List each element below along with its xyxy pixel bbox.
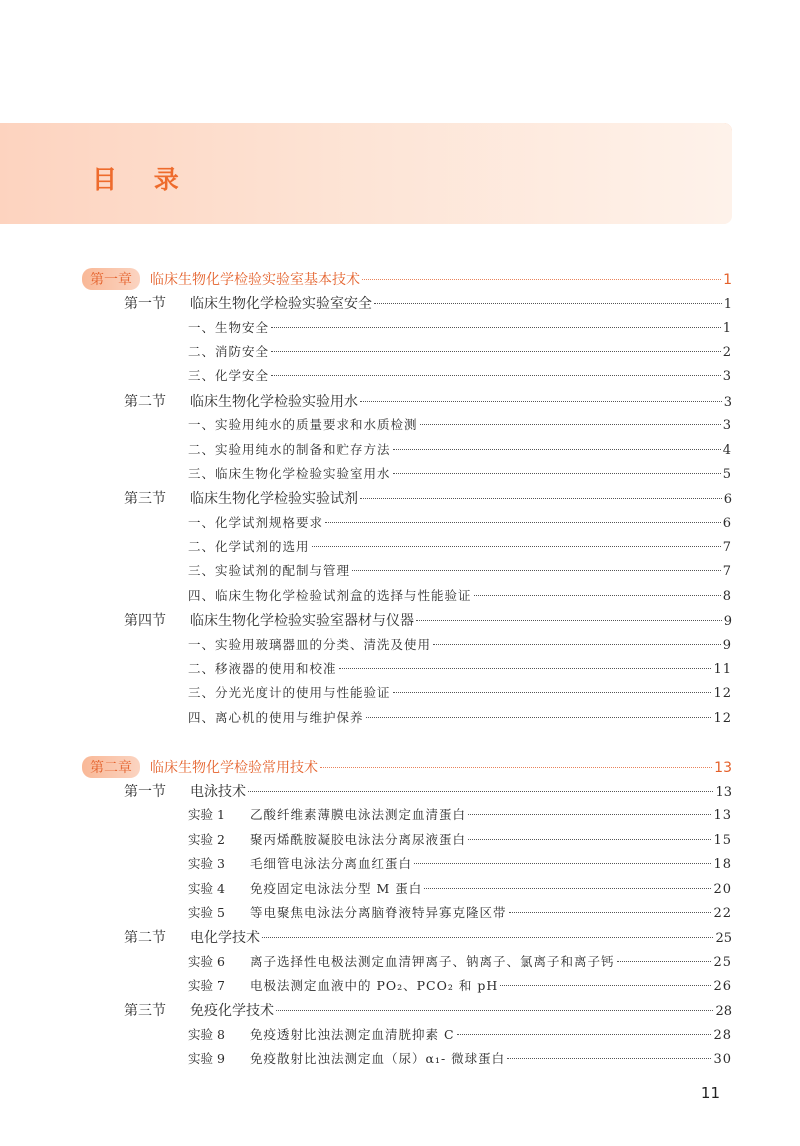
dot-leader [420, 424, 721, 425]
dot-leader [352, 570, 721, 571]
page-ref: 7 [722, 540, 732, 555]
item-title: 毛细管电泳法分离血红蛋白 [250, 856, 413, 871]
toc-entry-item[interactable] [188, 659, 732, 677]
toc-entry-exp[interactable] [188, 830, 732, 848]
dot-leader [312, 546, 721, 547]
item-title: 免疫透射比浊法测定血清胱抑素 C [250, 1027, 455, 1042]
item-title: 一、实验用玻璃器皿的分类、清洗及使用 [188, 637, 432, 652]
toc-entry-item[interactable] [188, 318, 732, 336]
item-title: 电极法测定血液中的 PO₂、PCO₂ 和 pH [250, 978, 499, 993]
dot-leader [414, 863, 711, 864]
dot-leader [509, 912, 712, 913]
section-number: 第二节 [124, 394, 166, 410]
toc-entry-exp[interactable] [188, 903, 732, 921]
dot-leader [500, 985, 711, 986]
section-title: 电泳技术 [190, 784, 246, 800]
item-title: 四、临床生物化学检验试剂盒的选择与性能验证 [188, 588, 472, 603]
experiment-number: 实验 5 [188, 905, 225, 920]
page-ref: 9 [723, 614, 732, 629]
toc-entry-item[interactable] [188, 415, 732, 433]
item-title: 二、化学试剂的选用 [188, 539, 310, 554]
dot-leader [468, 814, 711, 815]
section-title: 电化学技术 [190, 930, 260, 946]
item-title: 三、临床生物化学检验实验室用水 [188, 466, 391, 481]
item-title: 一、化学试剂规格要求 [188, 515, 324, 530]
page-ref: 12 [713, 686, 732, 701]
page-ref: 6 [722, 516, 732, 531]
chapter-badge: 第二章 [82, 756, 140, 778]
page-ref: 2 [722, 345, 732, 360]
item-title: 聚丙烯酰胺凝胶电泳法分离尿液蛋白 [250, 832, 467, 847]
dot-leader [457, 1034, 712, 1035]
section-number: 第一节 [124, 296, 166, 312]
toc-entry-chap[interactable] [82, 756, 732, 778]
item-title: 三、化学安全 [188, 368, 270, 383]
page-ref: 18 [713, 857, 732, 872]
page-ref: 25 [715, 931, 732, 946]
section-number: 第二节 [124, 930, 166, 946]
page-ref: 3 [722, 369, 732, 384]
page-ref: 1 [722, 321, 732, 336]
toc-entry-item[interactable] [188, 635, 732, 653]
experiment-number: 实验 4 [188, 881, 225, 896]
dot-leader [325, 522, 721, 523]
page-ref: 6 [723, 492, 732, 507]
section-number: 第一节 [124, 784, 166, 800]
toc-entry-exp[interactable] [188, 1025, 732, 1043]
item-title: 乙酸纤维素薄膜电泳法测定血清蛋白 [250, 807, 467, 822]
page-number: 11 [700, 1084, 720, 1102]
page-ref: 25 [713, 955, 732, 970]
page-ref: 30 [713, 1052, 732, 1067]
dot-leader [271, 351, 721, 352]
toc-entry-item[interactable] [188, 342, 732, 360]
page-ref: 5 [722, 467, 732, 482]
page-ref: 20 [713, 882, 732, 897]
toc-entry-item[interactable] [188, 683, 732, 701]
item-title: 三、分光光度计的使用与性能验证 [188, 685, 391, 700]
item-title: 免疫散射比浊法测定血（尿）α₁- 微球蛋白 [250, 1051, 506, 1066]
dot-leader [320, 767, 712, 768]
dot-leader [393, 473, 721, 474]
section-number: 第三节 [124, 491, 166, 507]
dot-leader [271, 375, 721, 376]
toc-entry-exp[interactable] [188, 1049, 732, 1067]
item-title: 二、移液器的使用和校准 [188, 661, 337, 676]
chapter-badge: 第一章 [82, 268, 140, 290]
section-title: 临床生物化学检验实验用水 [190, 394, 358, 410]
page-ref: 3 [723, 395, 732, 410]
item-title: 离子选择性电极法测定血清钾离子、钠离子、氯离子和离子钙 [250, 954, 615, 969]
item-title: 二、实验用纯水的制备和贮存方法 [188, 442, 391, 457]
page-ref: 11 [713, 662, 732, 677]
page-ref: 13 [713, 808, 732, 823]
section-number: 第四节 [124, 613, 166, 629]
page-ref: 15 [713, 833, 732, 848]
toc-entry-item[interactable] [188, 440, 732, 458]
experiment-number: 实验 8 [188, 1027, 225, 1042]
dot-leader [424, 888, 711, 889]
chapter-title: 临床生物化学检验实验室基本技术 [150, 272, 360, 288]
experiment-number: 实验 1 [188, 807, 225, 822]
toc-entry-chap[interactable] [82, 268, 732, 290]
toc-entry-sec[interactable] [124, 391, 732, 411]
toc-entry-exp[interactable] [188, 976, 732, 994]
toc-entry-sec[interactable] [124, 293, 732, 313]
page-ref: 28 [715, 1004, 732, 1019]
toc-entry-sec[interactable] [124, 1000, 732, 1020]
toc-entry-exp[interactable] [188, 952, 732, 970]
page-ref: 9 [722, 638, 732, 653]
page-ref: 1 [723, 297, 732, 312]
dot-leader [271, 327, 721, 328]
section-number: 第三节 [124, 1003, 166, 1019]
dot-leader [393, 692, 712, 693]
dot-leader [276, 1010, 713, 1011]
toc-entry-item[interactable] [188, 464, 732, 482]
section-title: 免疫化学技术 [190, 1003, 274, 1019]
dot-leader [360, 498, 722, 499]
section-title: 临床生物化学检验实验室器材与仪器 [190, 613, 414, 629]
toc-entry-item[interactable] [188, 708, 732, 726]
toc-entry-item[interactable] [188, 561, 732, 579]
page-ref: 1 [723, 272, 732, 288]
page-ref: 8 [722, 589, 732, 604]
page-ref: 22 [713, 906, 732, 921]
dot-leader [374, 303, 722, 304]
item-title: 一、实验用纯水的质量要求和水质检测 [188, 417, 418, 432]
page-title: 目 录 [92, 165, 193, 194]
experiment-number: 实验 3 [188, 856, 225, 871]
toc-entry-exp[interactable] [188, 854, 732, 872]
experiment-number: 实验 6 [188, 954, 225, 969]
toc-entry-sec[interactable] [124, 488, 732, 508]
toc-entry-sec[interactable] [124, 610, 732, 630]
item-title: 四、离心机的使用与维护保养 [188, 710, 364, 725]
dot-leader [362, 279, 721, 280]
item-title: 二、消防安全 [188, 344, 270, 359]
experiment-number: 实验 2 [188, 832, 225, 847]
dot-leader [366, 717, 712, 718]
toc-entry-item[interactable] [188, 513, 732, 531]
section-title: 临床生物化学检验实验室安全 [190, 296, 372, 312]
toc-entry-item[interactable] [188, 366, 732, 384]
chapter-title: 临床生物化学检验常用技术 [150, 760, 318, 776]
section-title: 临床生物化学检验实验试剂 [190, 491, 358, 507]
experiment-number: 实验 9 [188, 1051, 225, 1066]
page-ref: 13 [715, 785, 732, 800]
page-ref: 13 [714, 760, 732, 776]
dot-leader [393, 449, 721, 450]
item-title: 免疫固定电泳法分型 M 蛋白 [250, 881, 423, 896]
dot-leader [507, 1058, 711, 1059]
item-title: 一、生物安全 [188, 320, 270, 335]
dot-leader [474, 595, 721, 596]
dot-leader [416, 620, 722, 621]
toc-entry-item[interactable] [188, 537, 732, 555]
dot-leader [360, 401, 722, 402]
toc-entry-sec[interactable] [124, 927, 732, 947]
dot-leader [468, 839, 711, 840]
experiment-number: 实验 7 [188, 978, 225, 993]
page-ref: 7 [722, 564, 732, 579]
toc-entry-exp[interactable] [188, 879, 732, 897]
toc-entry-sec[interactable] [124, 781, 732, 801]
page-ref: 3 [722, 418, 732, 433]
dot-leader [339, 668, 712, 669]
toc-entry-item[interactable] [188, 586, 732, 604]
page-ref: 26 [713, 979, 732, 994]
dot-leader [617, 961, 712, 962]
dot-leader [433, 644, 721, 645]
item-title: 三、实验试剂的配制与管理 [188, 563, 351, 578]
dot-leader [248, 791, 713, 792]
dot-leader [262, 937, 713, 938]
toc-entry-exp[interactable] [188, 805, 732, 823]
page-ref: 12 [713, 711, 732, 726]
page-ref: 4 [722, 443, 732, 458]
item-title: 等电聚焦电泳法分离脑脊液特异寡克隆区带 [250, 905, 507, 920]
page-ref: 28 [713, 1028, 732, 1043]
